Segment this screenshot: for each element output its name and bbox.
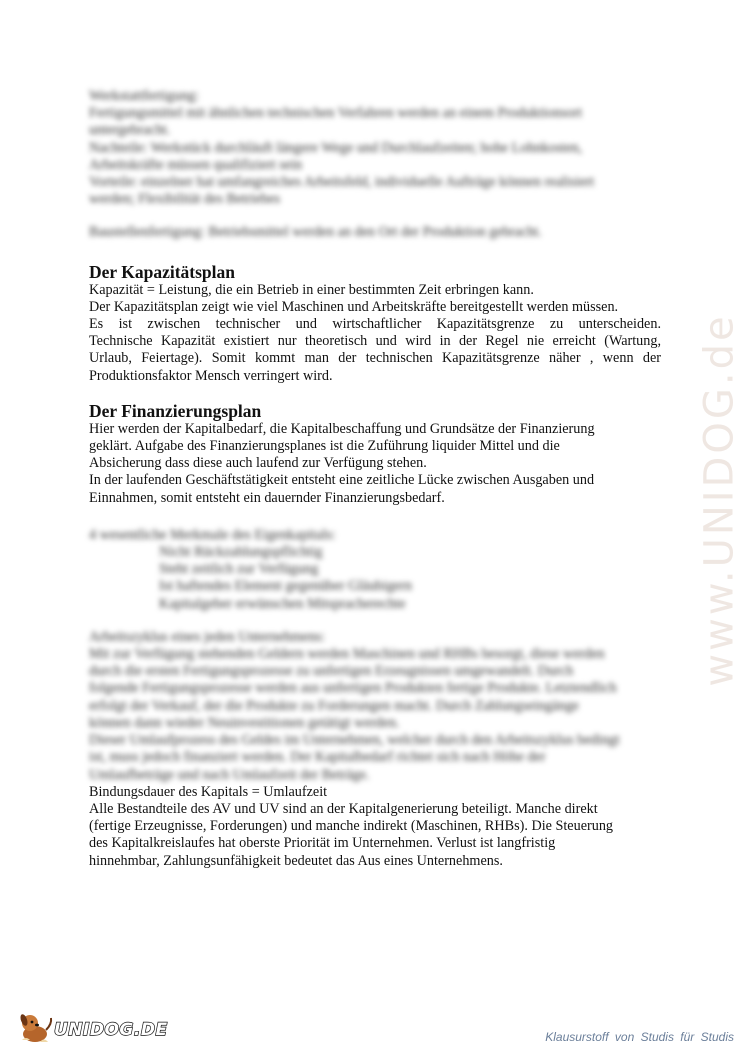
text-line: Bindungsdauer des Kapitals = Umlaufzeit bbox=[89, 783, 328, 800]
heading-kapazitaetsplan: Der Kapazitätsplan bbox=[89, 261, 235, 282]
text-line: des Kapitalkreislaufes hat oberste Priorität im Unternehmen. Verlust ist langfristig bbox=[89, 835, 556, 852]
text-line: Technische Kapazität existiert nur theoretisch und wird in der Regel nie erreicht (Wartung, bbox=[89, 333, 661, 350]
text-line: Fertigungsmittel mit ähnlichen technischen Verfahren werden an einem Produktionsort bbox=[89, 105, 583, 122]
text-line: Umlaufbeträge und nach Umlaufzeit der Beträge. bbox=[89, 766, 370, 783]
text-line: Alle Bestandteile des AV und UV sind an der Kapitalgenerierung beteiligt. Manche direkt bbox=[89, 800, 598, 817]
section-finanzierungsplan bbox=[89, 401, 661, 507]
text-line: Werkstattfertigung: bbox=[89, 88, 199, 104]
text-line: Arbeitszyklus eines jeden Unternehmens: bbox=[89, 628, 325, 645]
text-line: Einnahmen, somit entsteht ein dauernder Finanzierungsbedarf. bbox=[89, 489, 445, 506]
heading-finanzierungsplan: Der Finanzierungsplan bbox=[89, 400, 262, 421]
text-line: Urlaub, Feiertage). Somit kommt man der technischen Kapazitätsgrenze näher , wenn der bbox=[89, 350, 661, 367]
text-line: können dann wieder Neuinvestitionen getätigt werden. bbox=[89, 714, 400, 731]
text-line: ist, muss jedoch finanziert werden. Der Kapitalbedarf richtet sich nach Höhe der bbox=[89, 749, 546, 766]
text-line: (fertige Erzeugnisse, Forderungen) und manche indirekt (Maschinen, RHBs). Die Steuerung bbox=[89, 818, 614, 835]
text-line: Produktionsfaktor Mensch verringert wird. bbox=[89, 367, 333, 384]
logo-text: UNIDOG.DE bbox=[54, 1020, 168, 1040]
blurred-section-werkstattfertigung bbox=[89, 88, 661, 242]
list-item: Ist haftendes Element gegenüber Gläubigern bbox=[159, 578, 412, 595]
dog-icon bbox=[18, 1012, 54, 1044]
text-line: folgende Fertigungsprozesse werden aus unfertigen Produkten fertige Produkte. Letztendlich bbox=[89, 680, 617, 697]
text-line: In der laufenden Geschäftstätigkeit entsteht eine zeitliche Lücke zwischen Ausgaben und bbox=[89, 472, 595, 489]
list-item: Kapitalgeber erwünschen Mitspracherechte bbox=[159, 595, 406, 612]
text-line: erfolgt der Verkauf, der die Produkte zu Forderungen macht. Durch Zahlungseingänge bbox=[89, 697, 579, 714]
list-item: Nicht Rückzahlungspflichtig bbox=[159, 544, 323, 561]
text-line: Baustellenfertigung: Betriebsmittel werden an den Ort der Produktion gebracht. bbox=[89, 224, 542, 241]
section-bindungsdauer bbox=[89, 784, 661, 870]
text-line: 4 wesentliche Merkmale des Eigenkapitals: bbox=[89, 526, 336, 543]
text-line: Vorteile: einzelner hat umfangreiches Arbeitsfeld, individuelle Aufträge können realisiert bbox=[89, 174, 595, 191]
text-line: Kapazität = Leistung, die ein Betrieb in einer bestimmten Zeit erbringen kann. bbox=[89, 281, 534, 298]
text-line: geklärt. Aufgabe des Finanzierungsplanes ist die Zuführung liquider Mittel und die bbox=[89, 438, 560, 455]
text-line: Es ist zwischen technischer und wirtschaftlicher Kapazitätsgrenze zu unterscheiden. bbox=[89, 316, 661, 333]
watermark-text: www.UNIDOG.de bbox=[697, 313, 743, 687]
page-content bbox=[89, 88, 661, 870]
text-line: werden; Flexibilität des Betriebes bbox=[89, 191, 281, 208]
text-line: durch die ersten Fertigungsprozesse zu unfertigen Erzeugnissen umgewandelt. Durch bbox=[89, 663, 574, 680]
text-line: Dieser Umlaufprozess des Geldes im Unternehmen, welcher durch den Arbeitszyklus bedingt bbox=[89, 732, 620, 749]
text-line: Der Kapazitätsplan zeigt wie viel Maschinen und Arbeitskräfte bereitgestellt werden müssen. bbox=[89, 298, 619, 315]
text-line: Arbeitskräfte müssen qualifiziert sein bbox=[89, 156, 303, 173]
footer-tagline: Klausurstoff von Studis für Studis bbox=[545, 1030, 734, 1044]
text-line: Absicherung dass diese auch laufend zur Verfügung stehen. bbox=[89, 455, 427, 472]
text-line: Mit zur Verfügung stehenden Geldern werden Maschinen und RHBs besorgt, diese werden bbox=[89, 646, 605, 663]
text-line: Nachteile: Werkstück durchläuft längere Wege und Durchlaufzeiten; hohe Lohnkosten, bbox=[89, 139, 583, 156]
list-item: Steht zeitlich zur Verfügung bbox=[159, 561, 319, 578]
blurred-section-eigenkapital bbox=[89, 527, 661, 784]
unidog-logo[interactable] bbox=[18, 1012, 168, 1044]
text-line: hinnehmbar, Zahlungsunfähigkeit bedeutet das Aus eines Unternehmens. bbox=[89, 852, 503, 869]
text-line: Hier werden der Kapitalbedarf, die Kapitalbeschaffung und Grundsätze der Finanzierung bbox=[89, 420, 595, 437]
text-line: untergebracht. bbox=[89, 122, 171, 139]
section-kapazitaetsplan bbox=[89, 262, 661, 385]
watermark bbox=[697, 270, 743, 730]
